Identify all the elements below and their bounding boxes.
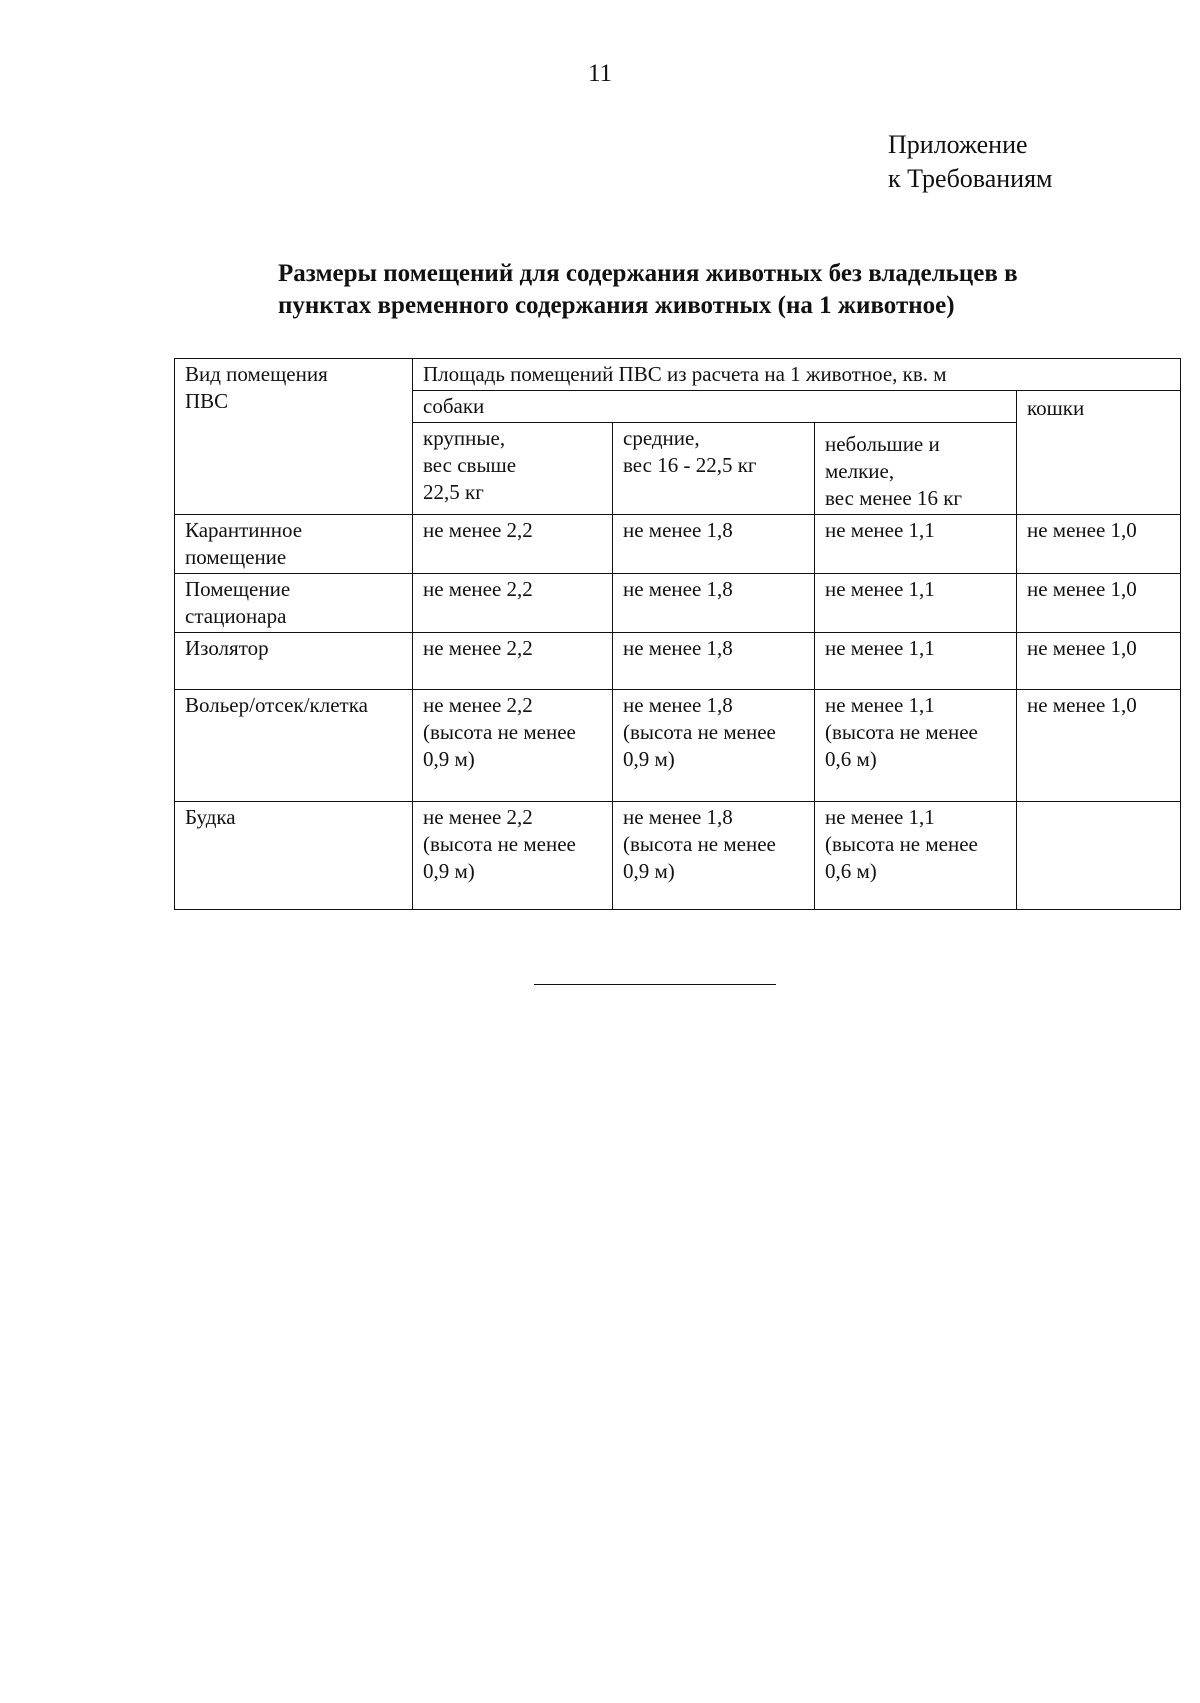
cell-small: не менее 1,1 [815,515,1017,574]
table-row [175,690,1181,802]
cell-small: не менее 1,1 [815,574,1017,633]
header-dogs-medium: средние, вес 16 - 22,5 кг [613,423,815,515]
row-room-name: Будка [175,802,413,910]
cell-cats: не менее 1,0 [1017,515,1181,574]
header-dogs-large: крупные, вес свыше 22,5 кг [413,423,613,515]
header-area: Площадь помещений ПВС из расчета на 1 животное, кв. м [413,359,1181,391]
appendix-note [888,128,1053,196]
cell-medium: не менее 1,8 [613,633,815,690]
cell-cats: не менее 1,0 [1017,690,1181,802]
title-line-1: Размеры помещений для содержания животных без владельцев в [278,260,1018,287]
title-line-2: пунктах временного содержания животных (на 1 животное) [278,292,955,319]
table-row [175,515,1181,574]
table-row [175,574,1181,633]
cell-medium: не менее 1,8 [613,515,815,574]
table-row [175,802,1181,910]
header-dogs-small: небольшие и мелкие, вес менее 16 кг [815,423,1017,515]
cell-large: не менее 2,2 [413,574,613,633]
header-dogs: собаки [413,391,1017,423]
table-row [175,633,1181,690]
room-size-table [174,358,1181,910]
row-room-name: Карантинное помещение [175,515,413,574]
page-number: 11 [587,60,613,87]
cell-medium: не менее 1,8 (высота не менее 0,9 м) [613,690,815,802]
appendix-line-2: к Требованиям [888,164,1053,193]
row-room-name: Изолятор [175,633,413,690]
cell-cats: не менее 1,0 [1017,574,1181,633]
header-room-type: Вид помещения ПВС [175,359,413,515]
cell-large: не менее 2,2 (высота не менее 0,9 м) [413,690,613,802]
cell-cats: не менее 1,0 [1017,633,1181,690]
cell-medium: не менее 1,8 (высота не менее 0,9 м) [613,802,815,910]
header-row-1 [175,359,1181,391]
cell-large: не менее 2,2 (высота не менее 0,9 м) [413,802,613,910]
row-room-name: Помещение стационара [175,574,413,633]
document-title [278,258,1138,322]
cell-small: не менее 1,1 (высота не менее 0,6 м) [815,802,1017,910]
row-room-name: Вольер/отсек/клетка [175,690,413,802]
cell-large: не менее 2,2 [413,515,613,574]
cell-small: не менее 1,1 [815,633,1017,690]
cell-large: не менее 2,2 [413,633,613,690]
cell-small: не менее 1,1 (высота не менее 0,6 м) [815,690,1017,802]
closing-rule [534,984,776,985]
cell-cats [1017,802,1181,910]
appendix-line-1: Приложение [888,130,1028,159]
cell-medium: не менее 1,8 [613,574,815,633]
header-cats: кошки [1017,391,1181,515]
